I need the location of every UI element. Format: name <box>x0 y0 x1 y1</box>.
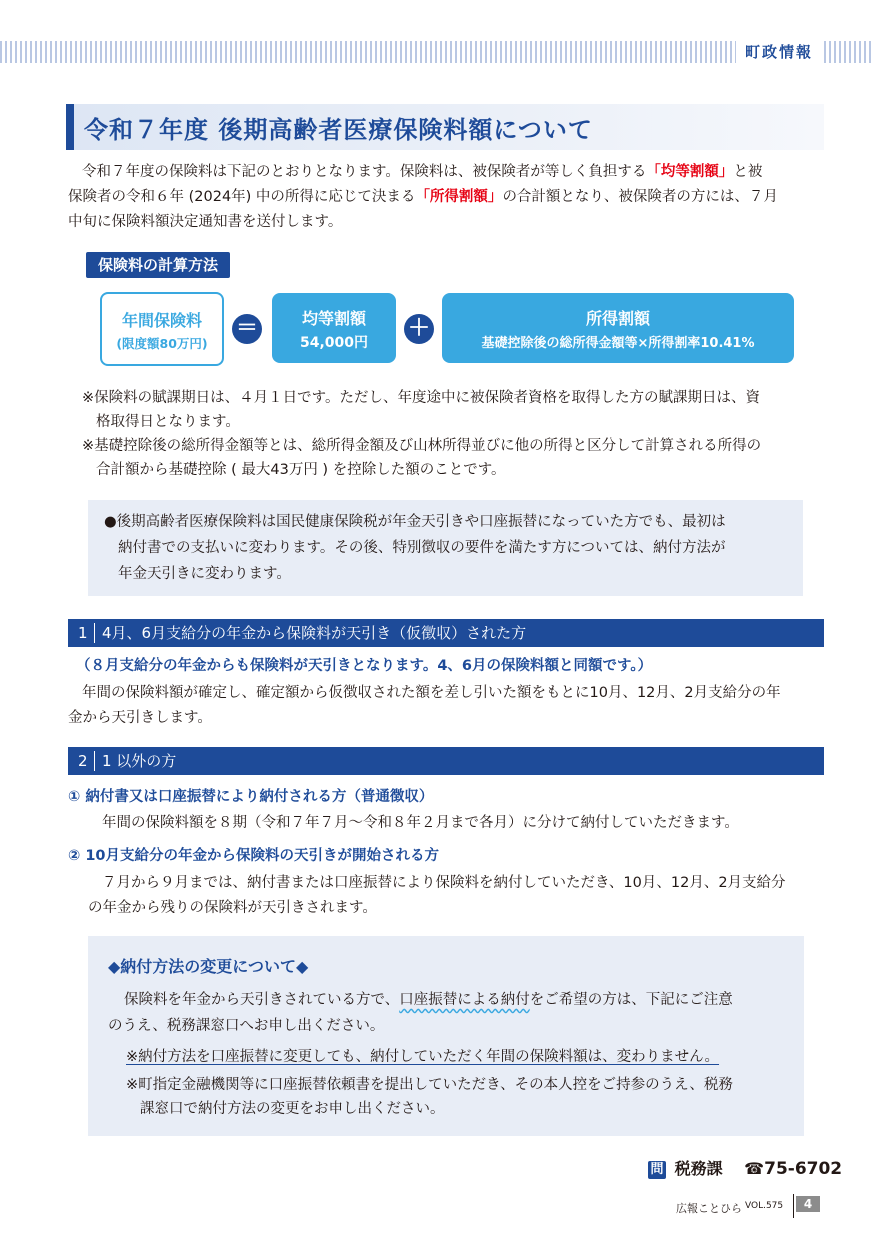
kinto-box <box>272 293 396 363</box>
item-1-title: ① 納付書又は口座振替により納付される方（普通徴収） <box>68 789 434 805</box>
item-1-body: 年間の保険料額を８期（令和７年７月～令和８年２月まで各月）に分けて納付していただきます。 <box>102 815 739 831</box>
section-label: 町政情報 <box>740 40 818 64</box>
info-line-3: 年金天引きに変わります。 <box>118 566 291 582</box>
footer-magazine: 広報ことひら <box>676 1202 742 1215</box>
page-number: 4 <box>803 1197 813 1211</box>
change-text: をご希望の方は、下記にご注意 <box>529 992 733 1008</box>
annual-limit: (限度額80万円) <box>116 336 208 351</box>
change-note-2-line-2: 課窓口で納付方法の変更をお申し出ください。 <box>140 1101 445 1117</box>
kinto-value: 54,000円 <box>299 335 369 351</box>
item-2-title: ② 10月支給分の年金から保険料の天引きが開始される方 <box>68 848 440 864</box>
change-text: 保険料を年金から天引きされている方で、 <box>124 992 400 1008</box>
note-2-line-1: ※基礎控除後の総所得金額等とは、総所得金額及び山林所得並びに他の所得と区分して計算される所得の <box>82 438 762 454</box>
intro-text: と被 <box>733 164 763 180</box>
section-2-number: 2 <box>78 752 88 770</box>
kinto-label: 均等割額 <box>301 309 366 328</box>
change-paragraph-line-2: のうえ、税務課窓口へお申し出ください。 <box>108 1018 385 1034</box>
intro-text: 保険者の令和６年 (2024年) 中の所得に応じて決まる <box>68 189 416 205</box>
page-title: 令和７年度 後期高齢者医療保険料額について <box>84 116 593 144</box>
intro-paragraph <box>68 160 832 235</box>
change-note-1-text: ※納付方法を口座振替に変更しても、納付していただく年間の保険料額は、変わりません。 <box>126 1049 720 1065</box>
notes <box>82 386 832 482</box>
change-note-2-line-1: ※町指定金融機関等に口座振替依頼書を提出していただき、その本人控をご持参のうえ、税務 <box>126 1077 733 1093</box>
section-1-body-line-1: 年間の保険料額が確定し、確定額から仮徴収された額を差し引いた額をもとに10月、12月、2月支給分の年 <box>82 685 781 701</box>
item-2-body-line-2: の年金から残りの保険料が天引きされます。 <box>88 900 377 916</box>
phone-icon: ☎ <box>744 1159 765 1178</box>
header-stripe-right <box>824 41 872 63</box>
page-title-bar <box>66 104 824 150</box>
equals-icon: ＝ <box>232 314 262 344</box>
annual-premium-box <box>100 292 224 366</box>
item-2-body-line-1: ７月から９月までは、納付書または口座振替により保険料を納付していただき、10月、12月、2月支給分 <box>102 875 786 891</box>
inquiry-icon: 問 <box>648 1161 666 1179</box>
intro-line-3: 中旬に保険料額決定通知書を送付します。 <box>68 214 343 230</box>
section-2-title: 1 以外の方 <box>102 752 177 770</box>
title-accent <box>66 104 74 150</box>
intro-text: 令和７年度の保険料は下記のとおりとなります。保険料は、被保険者が等しく負担する <box>82 164 647 180</box>
section-divider <box>94 751 95 771</box>
section-divider <box>94 623 95 643</box>
kinto-highlight: 「均等割額」 <box>646 164 734 180</box>
section-1-body-line-2: 金から天引きします。 <box>68 710 212 726</box>
shotoku-highlight: 「所得割額」 <box>415 189 503 205</box>
change-heading: ◆納付方法の変更について◆ <box>108 957 309 976</box>
calc-heading: 保険料の計算方法 <box>86 252 230 278</box>
footer-volume: VOL.575 <box>745 1201 784 1211</box>
intro-text: の合計額となり、被保険者の方には、７月 <box>502 189 778 205</box>
section-2-header <box>68 747 824 775</box>
info-box <box>88 500 803 596</box>
section-1-title: 4月、6月支給分の年金から保険料が天引き（仮徴収）された方 <box>102 624 527 642</box>
shotoku-label: 所得割額 <box>585 309 650 328</box>
intro-line-1 <box>82 160 832 185</box>
payment-change-box <box>88 936 804 1136</box>
info-line-2: 納付書での支払いに変わります。その後、特別徴収の要件を満たす方については、納付方法が <box>118 540 726 556</box>
note-1-line-2: 格取得日となります。 <box>96 414 240 430</box>
info-line-1: ●後期高齢者医療保険料は国民健康保険税が年金天引きや口座振替になっていた方でも、最初は <box>104 514 726 530</box>
contact <box>648 1156 842 1179</box>
change-paragraph-line-1 <box>124 988 733 1013</box>
contact-department: 税務課 <box>674 1159 723 1178</box>
shotoku-box <box>442 293 794 363</box>
footer-divider <box>793 1194 794 1218</box>
account-transfer-emphasis: 口座振替による納付 <box>399 992 530 1008</box>
section-1-header <box>68 619 824 647</box>
intro-line-2 <box>68 185 832 210</box>
page-number-tab <box>796 1196 820 1212</box>
note-1-line-1: ※保険料の賦課期日は、４月１日です。ただし、年度途中に被保険者資格を取得した方の賦課期日は、資 <box>82 390 760 406</box>
annual-label: 年間保険料 <box>121 311 202 330</box>
section-1-body <box>68 681 781 731</box>
shotoku-formula: 基礎控除後の総所得金額等×所得割率10.41% <box>481 336 755 351</box>
note-2-line-2: 合計額から基礎控除 ( 最大43万円 ) を控除した額のことです。 <box>96 462 506 478</box>
section-1-subtitle: （８月支給分の年金からも保険料が天引きとなります。4、6月の保険料額と同額です。） <box>76 658 653 674</box>
plus-icon: ＋ <box>404 314 434 344</box>
section-1-number: 1 <box>78 624 88 642</box>
change-note-1 <box>126 1045 719 1070</box>
item-2-body <box>88 871 786 921</box>
contact-phone: 75-6702 <box>764 1159 843 1179</box>
header-stripe-left <box>0 41 736 63</box>
